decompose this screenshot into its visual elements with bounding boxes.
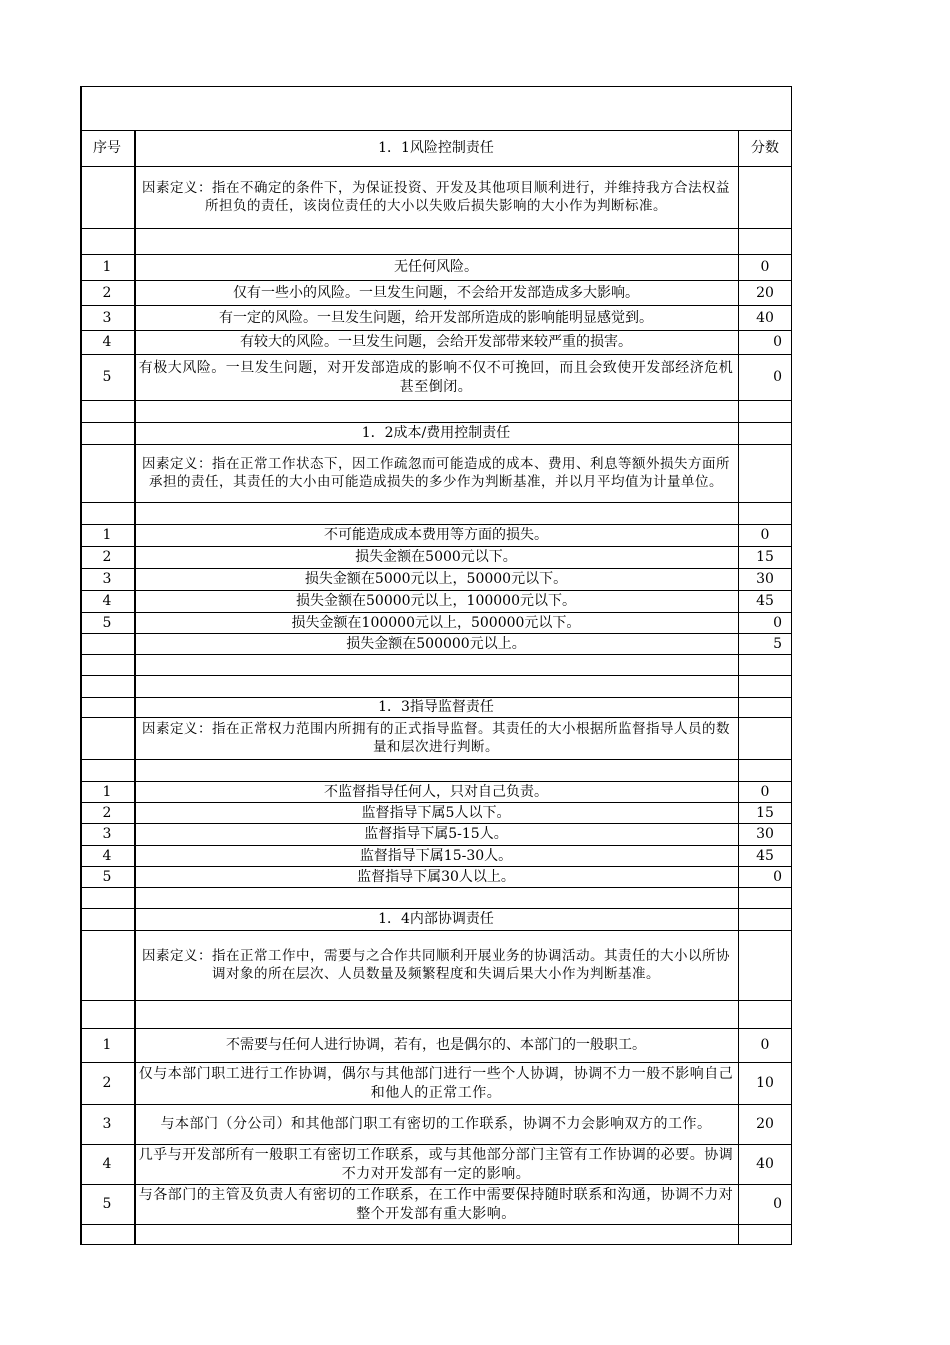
table-row [80,1144,792,1184]
section-header-row [80,422,792,444]
section-header-row [80,697,792,717]
item-text: 不需要与任何人进行协调，若有，也是偶尔的、本部门的一般职工。 [226,1037,646,1054]
spacer-row [80,759,792,781]
item-text: 有较大的风险。一旦发生问题，会给开发部带来较严重的损害。 [240,334,632,351]
item-text: 仅有一些小的风险。一旦发生问题，不会给开发部造成多大影响。 [233,284,639,301]
table-row [80,524,792,546]
item-index: 5 [102,614,112,631]
spacer-row [80,1000,792,1028]
item-text: 损失金额在50000元以上，100000元以下。 [296,593,576,610]
item-text: 不可能造成成本费用等方面的损失。 [324,527,548,544]
table-row [80,845,792,866]
item-index: 3 [102,309,112,326]
item-score: 0 [773,614,782,631]
definition-row [80,166,792,228]
item-score: 40 [756,309,774,326]
item-index [80,634,134,654]
section-header-row [80,908,792,930]
item-text: 仅与本部门职工进行工作协调，偶尔与其他部门进行一些个人协调，协调不力一般不影响自己和他人的正常工作。 [138,1066,734,1101]
item-text: 监督指导下属15-30人。 [359,847,513,864]
header-score: 分数 [751,140,779,157]
table-row [80,781,792,802]
item-score: 0 [760,783,770,800]
item-index: 5 [102,369,112,386]
item-score: 30 [756,826,774,843]
item-text: 损失金额在5000元以上，50000元以下。 [304,571,568,588]
item-score: 15 [756,804,774,821]
sheet-title-row [80,86,792,130]
item-score: 20 [756,1116,774,1133]
item-index: 5 [102,868,112,885]
item-score: 0 [760,259,770,276]
table-row [80,330,792,354]
table-row [80,546,792,568]
table-row [80,1028,792,1062]
item-score: 0 [773,334,782,351]
spacer-row [80,887,792,908]
item-score: 0 [773,369,782,386]
item-text: 不监督指导任何人，只对自己负责。 [324,783,548,800]
definition-text: 因素定义：指在正常权力范围内所拥有的正式指导监督。其责任的大小根据所监督指导人员的数量和层次进行判断。 [142,720,730,755]
item-index: 4 [102,334,112,351]
spacer-row [80,1224,792,1244]
definition-text: 因素定义：指在正常工作状态下，因工作疏忽而可能造成的成本、费用、利息等额外损失方面所承担的责任，其责任的大小由可能造成损失的多少作为判断基准，并以月平均值为计量单位。 [142,455,730,490]
item-text: 有一定的风险。一旦发生问题，给开发部所造成的影响能明显感觉到。 [219,309,653,326]
table-row [80,305,792,330]
item-text: 损失金额在500000元以上。 [346,635,526,652]
spacer-row [80,654,792,675]
item-index: 4 [102,593,112,610]
sheet-title [80,86,792,130]
item-index: 1 [102,527,112,544]
item-text: 损失金额在100000元以上，500000元以下。 [291,614,581,631]
item-score: 0 [773,868,782,885]
item-score: 30 [756,571,774,588]
table-row [80,1104,792,1144]
table-row [80,823,792,845]
item-index: 3 [102,571,112,588]
table-row [80,866,792,887]
section-title: 1．2成本/费用控制责任 [361,425,511,442]
table-row [80,590,792,612]
item-text: 监督指导下属5人以下。 [361,804,511,821]
table-row [80,1184,792,1224]
definition-row [80,444,792,502]
item-score: 5 [773,635,782,652]
item-index: 2 [102,549,112,566]
definition-text: 因素定义：指在正常工作中，需要与之合作共同顺利开展业务的协调活动。其责任的大小以所协调对象的所在层次、人员数量及频繁程度和失调后果大小作为判断基准。 [142,947,730,982]
item-score: 10 [756,1075,774,1092]
spacer-row [80,400,792,422]
spacer-row [80,675,792,697]
item-text: 监督指导下属5-15人。 [364,826,508,843]
table-row [80,254,792,280]
table-row [80,568,792,590]
section-title: 1．3指导监督责任 [378,699,494,716]
table-row [80,633,792,654]
section-title: 1．4内部协调责任 [378,911,494,928]
item-index: 2 [102,1075,112,1092]
definition-text: 因素定义：指在不确定的条件下，为保证投资、开发及其他项目顺利进行，并维持我方合法权益所担负的责任，该岗位责任的大小以失败后损失影响的大小作为判断标准。 [142,179,730,214]
item-text: 与本部门（分公司）和其他部门职工有密切的工作联系，协调不力会影响双方的工作。 [160,1116,712,1133]
table-row [80,280,792,305]
item-score: 15 [756,549,774,566]
item-index: 4 [102,1156,112,1173]
item-score: 45 [756,593,774,610]
header-row [80,130,792,166]
item-score: 0 [760,527,770,544]
item-score: 20 [756,284,774,301]
definition-row [80,717,792,759]
table-row [80,1062,792,1104]
spacer-row [80,502,792,524]
item-score: 0 [773,1196,782,1213]
item-index: 1 [102,259,112,276]
item-text: 监督指导下属30人以上。 [357,868,515,885]
item-index: 3 [102,1116,112,1133]
item-index: 1 [102,783,112,800]
item-text: 与各部门的主管及负责人有密切的工作联系，在工作中需要保持随时联系和沟通，协调不力对整个开发部有重大影响。 [138,1187,734,1222]
item-index: 2 [102,284,112,301]
item-score: 0 [760,1037,770,1054]
section-title: 1．1风险控制责任 [378,140,494,157]
header-index: 序号 [93,140,121,157]
item-text: 损失金额在5000元以下。 [355,549,517,566]
table-row [80,612,792,633]
item-index: 5 [102,1196,112,1213]
table-row [80,354,792,400]
table-border-bottom [80,1244,792,1245]
table-row [80,802,792,823]
item-text: 几乎与开发部所有一般职工有密切工作联系，或与其他部分部门主管有工作协调的必要。协调不力对开发部有一定的影响。 [138,1147,734,1182]
item-index: 3 [102,826,112,843]
item-score: 45 [756,847,774,864]
item-index: 4 [102,847,112,864]
spacer-row [80,228,792,254]
item-text: 有极大风险。一旦发生问题，对开发部造成的影响不仅不可挽回，而且会致使开发部经济危机甚至倒闭。 [138,360,734,395]
item-text: 无任何风险。 [394,259,478,276]
item-score: 40 [756,1156,774,1173]
item-index: 1 [102,1037,112,1054]
definition-row [80,930,792,1000]
item-index: 2 [102,804,112,821]
